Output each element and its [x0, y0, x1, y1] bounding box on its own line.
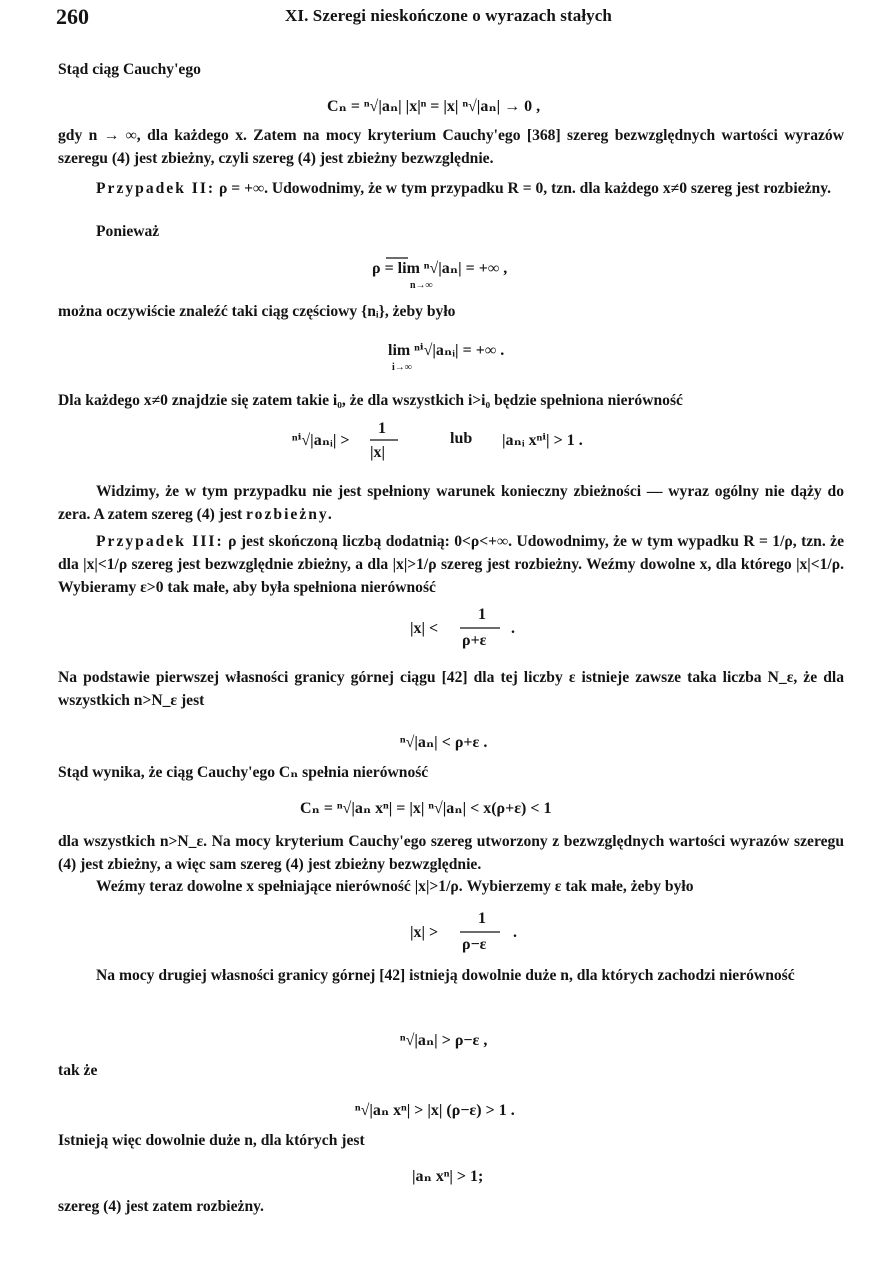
formula-inequality-term: |aₙᵢ xⁿⁱ| > 1 . — [502, 432, 583, 449]
formula-cauchy-sequence: Cₙ = ⁿ√|aₙ| |x|ⁿ = |x| ⁿ√|aₙ| → 0 , — [327, 98, 541, 115]
formula-x-lower-bound: |x| > — [410, 924, 439, 941]
fraction-numerator: 1 — [478, 910, 486, 927]
formula-x-bound: |x| < — [410, 620, 439, 637]
paragraph-text: dla wszystkich n>N_ε. Na mocy kryterium Cauchy'ego szereg utworzony z bezwzględnych wartości wyrazów szeregu (4) jest zbieżny, a więc sam szereg (4) jest zbieżny bezwzględnie. — [58, 833, 844, 873]
paragraph-text: gdy n → ∞, dla każdego x. Zatem na mocy kryterium Cauchy'ego [368] szereg bezwzględnych wartości wyrazów szeregu (4) jest zbieżny, czyli szereg (4) jest zbieżny bezwzględnie. — [58, 127, 844, 167]
formula-term-lower-bound: ⁿ√|aₙ xⁿ| > |x| (ρ−ε) > 1 . — [355, 1102, 515, 1119]
paragraph-text: Weźmy teraz dowolne x spełniające nierówność |x|>1/ρ. Wybierzemy ε tak małe, żeby było — [96, 878, 694, 895]
paragraph-text: tak że — [58, 1062, 98, 1079]
formula-end-mark: . — [511, 620, 515, 637]
formula-inequality-root: ⁿⁱ√|aₙᵢ| > — [292, 432, 350, 449]
paragraph-text: Stąd wynika, że ciąg Cauchy'ego Cₙ spełnia nierówność — [58, 764, 429, 781]
paragraph-text: Istnieją więc dowolnie duże n, dla których jest — [58, 1132, 365, 1149]
formula-subscript: i→∞ — [392, 362, 412, 373]
formula-term-greater-one: |aₙ xⁿ| > 1; — [412, 1168, 484, 1185]
running-title: XI. Szeregi nieskończone o wyrazach stałych — [285, 6, 612, 25]
paragraph-text: Widzimy, że w tym przypadku nie jest spełniony warunek konieczny zbieżności — wyraz ogólny nie dąży do zera. A zatem szereg (4) jest rozbieżny. — [58, 483, 844, 523]
fraction-numerator: 1 — [478, 606, 486, 623]
formula-rho-limsup: ρ = lim ⁿ√|aₙ| = +∞ , — [372, 260, 508, 277]
case-label: Przypadek II: — [96, 180, 216, 197]
fraction-denominator: ρ−ε — [462, 936, 487, 953]
paragraph-text: Dla każdego x≠0 znajdzie się zatem takie i₀, że dla wszystkich i>i₀ będzie spełniona nierówność — [58, 392, 683, 409]
formula-subsequence-limit: lim ⁿⁱ√|aₙᵢ| = +∞ . — [388, 342, 505, 359]
paragraph-text: Ponieważ — [96, 223, 160, 240]
paragraph-text: można oczywiście znaleźć taki ciąg częściowy {nᵢ}, żeby było — [58, 303, 456, 320]
paragraph-text: szereg (4) jest zatem rozbieżny. — [58, 1198, 264, 1215]
connective-lub: lub — [450, 430, 473, 447]
formula-root-lower-bound: ⁿ√|aₙ| > ρ−ε , — [400, 1032, 488, 1049]
formula-subscript: n→∞ — [410, 280, 433, 291]
page-number: 260 — [56, 4, 89, 29]
fraction-denominator: ρ+ε — [462, 632, 487, 649]
spaced-emphasis: rozbieżny. — [246, 506, 334, 523]
fraction-denominator: |x| — [370, 444, 386, 461]
formula-end-mark: . — [513, 924, 517, 941]
paragraph-text: Stąd ciąg Cauchy'ego — [58, 61, 201, 78]
fraction-numerator: 1 — [378, 420, 386, 437]
formula-root-bound: ⁿ√|aₙ| < ρ+ε . — [400, 734, 488, 751]
paragraph-text: Na podstawie pierwszej własności granicy górnej ciągu [42] dla tej liczby ε istnieje zawsze taka liczba N_ε, że dla wszystkich n>N_ε jest — [58, 669, 844, 709]
case-label: Przypadek III: — [96, 533, 224, 550]
case-text: ρ = +∞. Udowodnimy, że w tym przypadku R = 0, tzn. dla każdego x≠0 szereg jest rozbieżny. — [219, 180, 832, 197]
paragraph-text: Na mocy drugiej własności granicy górnej [42] istnieją dowolnie duże n, dla których zachodzi nierówność — [96, 967, 795, 984]
formula-cauchy-inequality: Cₙ = ⁿ√|aₙ xⁿ| = |x| ⁿ√|aₙ| < x(ρ+ε) < 1 — [300, 800, 552, 817]
case-text: ρ jest skończoną liczbą dodatnią: 0<ρ<+∞. Udowodnimy, że w tym wypadku R = 1/ρ, tzn. że dla |x|<1/ρ szereg jest bezwzględnie zbieżny, a dla |x|>1/ρ szereg jest rozbieżny. Weźmy dowolne x, dla którego |x|<1/ρ. Wybieramy ε>0 tak małe, aby była spełniona nierówność — [58, 533, 844, 596]
